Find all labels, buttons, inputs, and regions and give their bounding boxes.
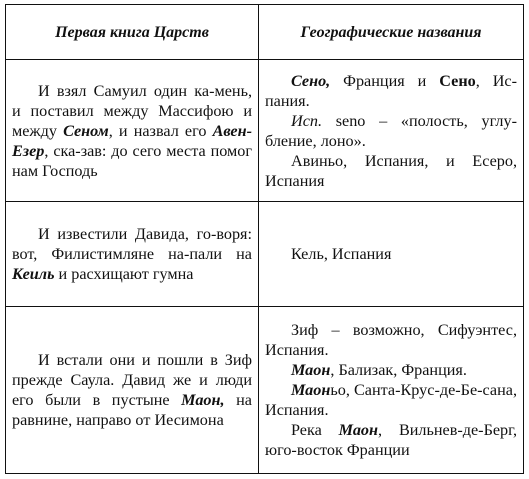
geo-paragraph	[265, 360, 517, 380]
geo-highlight: Сено,	[291, 71, 331, 90]
verse-highlight: Сеном	[63, 121, 109, 140]
geo-highlight: Маон	[338, 421, 379, 439]
verse-text	[12, 350, 252, 430]
verse-cell	[6, 202, 259, 307]
geo-text-part: Река	[291, 421, 339, 439]
geo-text-part: seno – «полость, углу-бление, лоно».	[265, 111, 517, 150]
verse-highlight: Кеиль	[12, 265, 55, 283]
geo-paragraph	[265, 111, 517, 151]
header-row	[6, 5, 524, 60]
geo-highlight: Сено	[439, 71, 476, 90]
geo-cell	[259, 60, 524, 202]
verse-text	[12, 224, 252, 284]
geo-highlight: Маон	[291, 381, 331, 399]
geo-cell	[259, 202, 524, 307]
verse-cell	[6, 60, 259, 202]
geo-text-part: , Вильнев-де-Берг, юго-восток Франции	[265, 421, 517, 459]
geo-paragraph	[265, 420, 517, 460]
verse-highlight: Авен-Езер	[12, 121, 252, 160]
table-row	[6, 202, 524, 307]
verse-text-part: и расхищают гумна	[54, 265, 194, 283]
geo-text-part: Кель, Испания	[291, 245, 392, 263]
geo-paragraph	[265, 320, 517, 360]
geo-text-part: Авиньо, Испания, и Есеро, Испания	[265, 151, 517, 190]
geo-text-part: , Бализак, Франция.	[330, 361, 467, 379]
geo-text-part: ьо, Санта-Крус-де-Бе-сана, Испания.	[265, 381, 517, 419]
geo-paragraph	[265, 71, 517, 111]
verse-text-part: , и назвал его	[108, 121, 213, 140]
header-geographic-names: Географические названия	[259, 5, 524, 60]
verse-text-part: И взял Самуил один ка-мень, и поставил между Массифою и между	[12, 81, 252, 140]
verse-text	[12, 81, 252, 181]
verse-cell	[6, 307, 259, 474]
geo-paragraph	[265, 380, 517, 420]
comparison-table	[5, 4, 524, 474]
verse-text-part: И встали они и пошли в Зиф прежде Саула. Давид же и люди его были в пустыне	[12, 351, 252, 409]
geo-paragraph	[265, 244, 517, 264]
geo-abbreviation: Исп.	[291, 111, 323, 130]
table-row	[6, 307, 524, 474]
verse-text-part: , ска-зав: до сего места помог нам Господь	[12, 141, 252, 180]
verse-text-part: И известили Давида, го-воря: вот, Филистимляне на-пали на	[12, 225, 252, 263]
geo-highlight: Маон	[291, 361, 331, 379]
verse-highlight: Маон,	[181, 391, 225, 409]
table-row	[6, 60, 524, 202]
verse-text-part: на равнине, направо от Иесимона	[12, 391, 252, 429]
geo-paragraph	[265, 151, 517, 191]
header-first-book-of-kings: Первая книга Царств	[6, 5, 259, 60]
geo-cell	[259, 307, 524, 474]
geo-text-part: Франция и	[330, 71, 440, 90]
geo-text-part: Зиф – возможно, Сифуэнтес, Испания.	[265, 321, 517, 359]
geo-text-part: , Ис-пания.	[265, 71, 518, 110]
